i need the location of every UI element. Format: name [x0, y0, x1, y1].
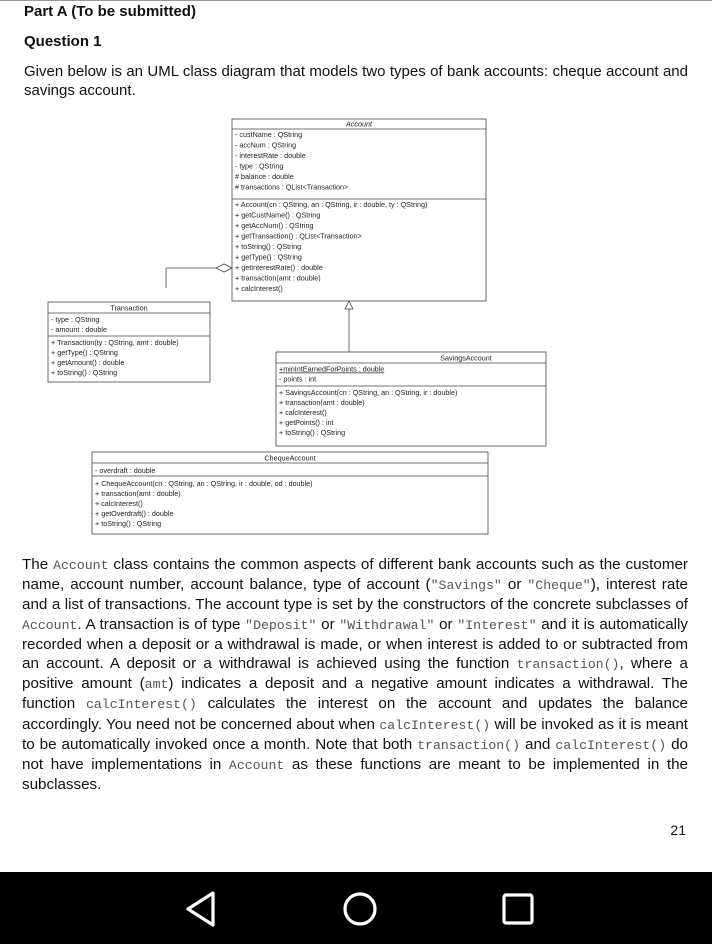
uml-attribute: +minIntEarnedForPoints : double: [279, 364, 385, 374]
uml-method: + getCustName() : QString: [235, 210, 321, 220]
cheque-account-attributes: [95, 466, 155, 475]
uml-method: + SavingsAccount(cn : QString, an : QString, ir : double): [279, 388, 458, 397]
uml-method: + getAmount() : double: [51, 358, 125, 367]
square-recents-icon[interactable]: [496, 887, 540, 931]
uml-method: + transaction(amt : double): [95, 489, 181, 498]
uml-attribute: # balance : double: [235, 172, 294, 181]
android-nav-bar: [0, 872, 712, 944]
transaction-class-name: Transaction: [110, 303, 148, 313]
uml-method: + toString() : QString: [235, 242, 302, 251]
uml-method: + getOverdraft() : double: [95, 509, 174, 518]
uml-method: + toString() : QString: [51, 368, 118, 377]
aggregation-connector: [166, 264, 232, 288]
uml-attribute: - amount : double: [51, 325, 107, 334]
savings-account-class: [276, 352, 546, 446]
top-rule: [0, 0, 712, 1]
circle-home-icon[interactable]: [338, 887, 382, 931]
uml-attribute: # transactions : QList<Transaction>: [235, 182, 349, 192]
uml-attribute: - type : QString: [235, 161, 284, 171]
uml-attribute: - type : QString: [51, 315, 100, 324]
uml-method: + ChequeAccount(cn : QString, an : QString, ir : double, od : double): [95, 479, 313, 488]
cheque-account-class-name: ChequeAccount: [264, 453, 316, 463]
cheque-account-class: [92, 452, 488, 534]
uml-attribute: - accNum : QString: [235, 140, 297, 150]
uml-attribute: - custName : QString: [235, 130, 303, 139]
page-number: 21: [670, 822, 686, 838]
uml-method: + toString() : QString: [95, 519, 162, 528]
code-account: Account: [53, 558, 109, 573]
uml-method: + Account(cn : QString, an : QString, ir : double, ty : QString): [235, 200, 428, 209]
uml-class-diagram: [0, 112, 712, 542]
uml-method: + Transaction(ty : QString, amt : double): [51, 338, 179, 347]
uml-attribute: - points : int: [279, 374, 317, 384]
uml-method: + getInterestRate() : double: [235, 263, 323, 272]
account-class: [232, 119, 486, 301]
question-heading: Question 1: [24, 33, 102, 50]
uml-method: + transaction(amt : double): [279, 398, 365, 407]
uml-method: + toString() : QString: [279, 428, 346, 437]
uml-method: + calcInterest(): [235, 284, 283, 293]
body-paragraph: The Account class contains the common aspects of different bank accounts such as the customer name, account number, account balance, type of account ("Savings" or "Cheque"), interest rate and a list of transactions. The account type is set by the constructors of the concrete subclasses of Account. A transaction is of type "Deposit" or "Withdrawal" or "Interest" and it is automatically recorded when a deposit or a withdrawal is made, or when interest is added to or subtracted from an account. A deposit or a withdrawal is achieved using the function transaction(), where a positive amount (amt) indicates a deposit and a negative amount indicates a withdrawal. The function calcInterest() calculates the interest on the account and updates the balance accordingly. You need not be concerned about when calcInterest() will be invoked as it is meant to be automatically invoked once a month. Note that both transaction() and calcInterest() do not have implementations in Account as these functions are meant to be implemented in the subclasses.: [22, 556, 688, 794]
uml-method: + getType() : QString: [51, 348, 118, 357]
uml-method: + getAccNum() : QString: [235, 221, 314, 230]
uml-method: + getPoints() : int: [279, 418, 334, 427]
part-heading: Part A (To be submitted): [24, 3, 196, 20]
savings-account-class-name: SavingsAccount: [440, 353, 492, 363]
uml-method: + transaction(amt : double): [235, 273, 321, 283]
intro-paragraph: Given below is an UML class diagram that models two types of bank accounts: cheque account and savings account.: [24, 63, 688, 99]
generalization-connector: [345, 301, 353, 352]
transaction-attributes: [51, 315, 107, 334]
uml-method: + getType() : QString: [235, 252, 302, 262]
uml-method: + calcInterest(): [95, 499, 143, 508]
triangle-back-icon[interactable]: [180, 887, 224, 931]
uml-method: + calcInterest(): [279, 408, 327, 417]
account-class-name: Account: [346, 119, 372, 129]
transaction-class: [48, 302, 210, 382]
uml-attribute: - interestRate : double: [235, 151, 306, 160]
uml-attribute: - overdraft : double: [95, 466, 156, 475]
uml-method: + getTransaction() : QList<Transaction>: [235, 231, 362, 241]
